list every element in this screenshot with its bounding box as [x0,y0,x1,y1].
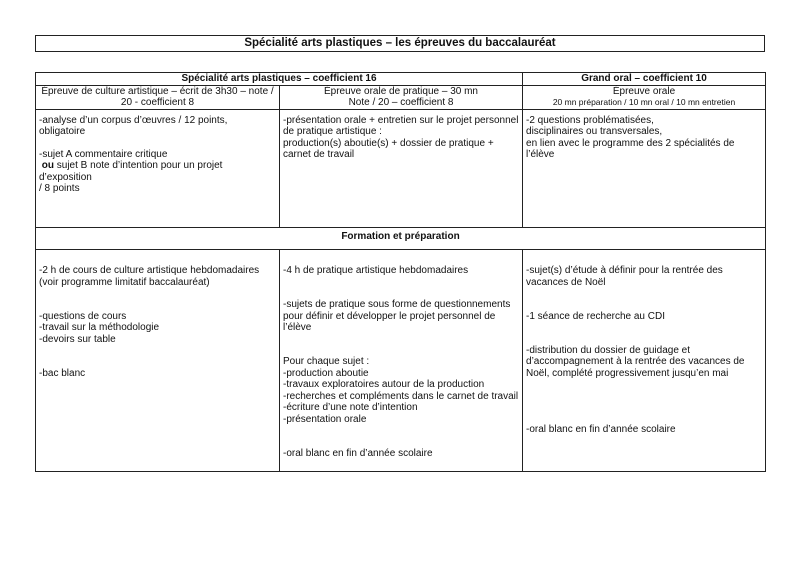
subheader-culture-artistique: Épreuve de culture artistique – écrit de 3h30 – note / 20 - coefficient 8 [36,85,280,109]
formation-col3-p3: -distribution du dossier de guidage et d’accompagnement à la rentrée des vacances de Noël, complété progressivement jusqu’en mai [526,344,745,379]
formation-col3-spacer [526,402,762,413]
epreuves-col1-sujet-a: -sujet A commentaire critique [39,148,168,160]
subheader-pratique-line1: Épreuve orale de pratique – 30 mn [324,85,478,97]
formation-col2-p4: -oral blanc en fin d’année scolaire [283,447,433,459]
exam-table [35,72,766,472]
formation-col1-p2: -questions de cours -travail sur la méthodologie -devoirs sur table [39,310,160,345]
formation-col3-p1: -sujet(s) d’étude à définir pour la rentrée des vacances de Noël [526,265,723,288]
formation-col3-p2: -1 séance de recherche au CDI [526,310,665,322]
header-row [36,73,766,86]
epreuves-col1-points: / 8 points [39,183,80,194]
section-title: Formation et préparation [36,227,766,249]
subheader-orale-line2: 20 mn préparation / 10 mn oral / 10 mn entretien [552,97,736,107]
subheader-epreuve-orale [523,85,766,109]
epreuves-col3: -2 questions problématisées, disciplinaires ou transversales, en lien avec le programme des 2 spécialités de l’élève [523,109,766,227]
subheader-epreuve-pratique [280,85,523,109]
epreuves-col1-sujet-b [39,160,276,183]
epreuves-col2: -présentation orale + entretien sur le projet personnel de pratique artistique : production(s) aboutie(s) + dossier de pratique + carnet de travail [280,109,523,227]
header-grand-oral: Grand oral – coefficient 10 [523,73,766,86]
formation-row [36,249,766,471]
page-title: Spécialité arts plastiques – les épreuves du baccalauréat [35,35,765,52]
formation-col3 [523,249,766,471]
formation-col2-p3: Pour chaque sujet : -production aboutie -travaux exploratoires autour de la production -recherches et compléments dans le carnet de travail -écriture d’une note d’intention -présentation orale [283,356,519,425]
formation-col2-p1: -4 h de pratique artistique hebdomadaires [283,265,469,276]
epreuves-col1 [36,109,280,227]
header-arts-plastiques: Spécialité arts plastiques – coefficient 16 [36,73,523,86]
subheader-orale-line1: Épreuve orale [612,85,676,97]
section-row [36,227,766,249]
formation-col1-p3: -bac blanc [39,367,86,379]
ou-bold: ou [41,160,54,171]
formation-col3-p5: -oral blanc en fin d’année scolaire [526,424,676,435]
sujet-b-text: sujet B note d’intention pour un projet d’exposition [39,160,223,183]
epreuves-row [36,109,766,227]
formation-col1 [36,249,280,471]
formation-col1-p1: -2 h de cours de culture artistique hebdomadaires (voir programme limitatif baccalauréat) [39,265,260,288]
formation-col2 [280,249,523,471]
subheader-pratique-line2: Note / 20 – coefficient 8 [348,97,454,108]
formation-col2-p2: -sujets de pratique sous forme de questionnements pour définir et développer le projet personnel de l’élève [283,299,511,333]
epreuves-col1-analyse: -analyse d’un corpus d’œuvres / 12 points, obligatoire [39,114,228,137]
subheader-row [36,85,766,109]
